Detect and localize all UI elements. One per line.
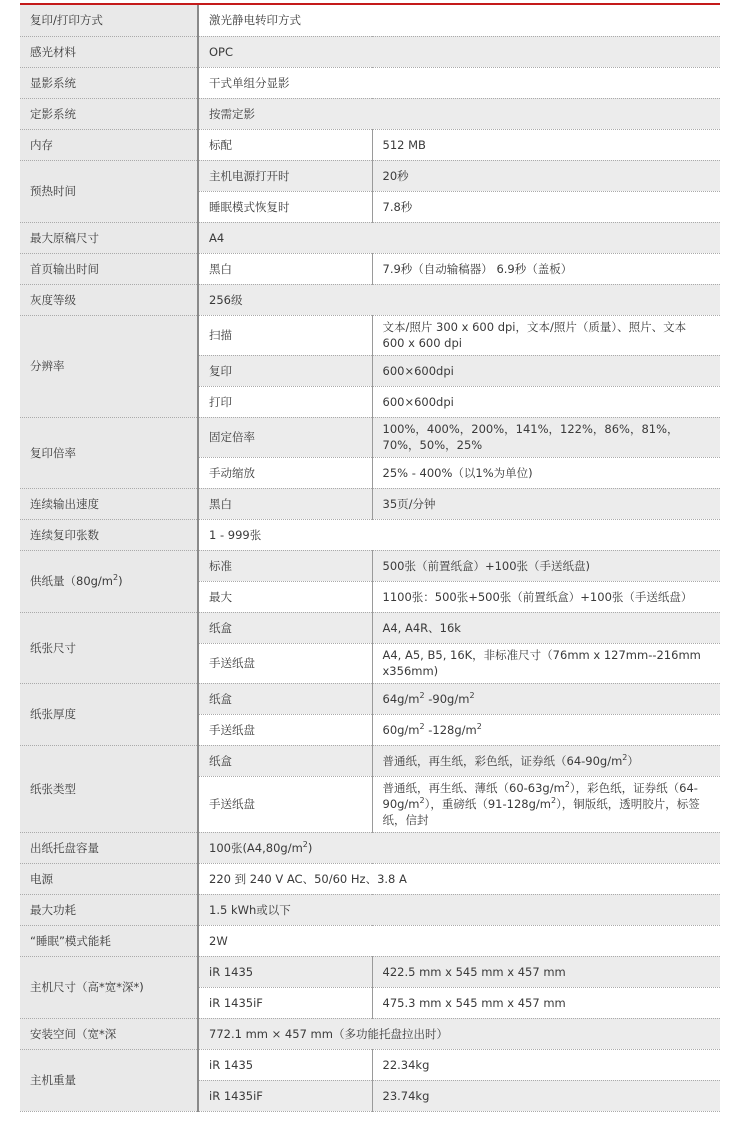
row-label: 最大原稿尺寸 [20, 222, 198, 253]
table-row [20, 5, 720, 36]
table-row [20, 894, 720, 925]
row-value: 220 到 240 V AC、50/60 Hz、3.8 A [198, 863, 720, 894]
row-sub-label: 主机电源打开时 [198, 160, 372, 191]
value-sup: 2 [476, 721, 482, 731]
value-sup: 2 [419, 796, 425, 806]
table-row [20, 832, 720, 863]
row-value: 475.3 mm x 545 mm x 457 mm [372, 987, 720, 1018]
row-sub-label: 扫描 [198, 315, 372, 355]
label-end: ) [118, 574, 123, 588]
value-sup: 2 [302, 839, 308, 849]
table-row [20, 160, 720, 191]
row-value: 1.5 kWh或以下 [198, 894, 720, 925]
value-sup: 2 [419, 690, 425, 700]
value-text: ） [627, 753, 639, 768]
row-label: 复印/打印方式 [20, 5, 198, 36]
row-sub-label: 复印 [198, 355, 372, 386]
value-text: ) [307, 840, 313, 855]
row-value: 772.1 mm × 457 mm（多功能托盘拉出时） [198, 1018, 720, 1049]
table-row [20, 519, 720, 550]
table-row [20, 683, 720, 714]
row-label: 电源 [20, 863, 198, 894]
table-row [20, 956, 720, 987]
row-value: 1100张：500张+500张（前置纸盒）+100张（手送纸盘） [372, 581, 720, 612]
row-value: 1 - 999张 [198, 519, 720, 550]
row-sub-label: iR 1435 [198, 1049, 372, 1080]
row-value: 512 MB [372, 129, 720, 160]
table-row [20, 925, 720, 956]
row-label: 显影系统 [20, 67, 198, 98]
table-row [20, 863, 720, 894]
value-text: 60g/m [382, 722, 420, 737]
row-value: 22.34kg [372, 1049, 720, 1080]
table-row [20, 36, 720, 67]
row-value: 激光静电转印方式 [198, 5, 720, 36]
row-value [198, 832, 720, 863]
row-sub-label: 标配 [198, 129, 372, 160]
spec-table [20, 5, 720, 1112]
row-sub-label: 手动缩放 [198, 457, 372, 488]
table-row [20, 612, 720, 643]
table-row [20, 1018, 720, 1049]
row-value: A4 [198, 222, 720, 253]
row-label: 连续复印张数 [20, 519, 198, 550]
row-value: 256级 [198, 284, 720, 315]
label-sup: 2 [113, 573, 119, 583]
row-value: 7.9秒（自动输稿器） 6.9秒（盖板） [372, 253, 720, 284]
row-sub-label: 最大 [198, 581, 372, 612]
row-label: 最大功耗 [20, 894, 198, 925]
row-sub-label: 手送纸盘 [198, 776, 372, 832]
table-row [20, 98, 720, 129]
row-label: 纸张尺寸 [20, 612, 198, 683]
table-row [20, 222, 720, 253]
row-label: 定影系统 [20, 98, 198, 129]
value-text: ），彩色纸，证券纸（64-90g/m [382, 781, 698, 811]
row-value: A4, A4R、16k [372, 612, 720, 643]
value-text: -128g/m [424, 722, 477, 737]
table-row [20, 253, 720, 284]
row-label: 复印倍率 [20, 417, 198, 488]
row-label: 主机重量 [20, 1049, 198, 1111]
row-label: 纸张厚度 [20, 683, 198, 745]
value-sup: 2 [622, 752, 628, 762]
row-label: 内存 [20, 129, 198, 160]
label-text: 供纸量（80g/m [30, 574, 114, 588]
row-value: 20秒 [372, 160, 720, 191]
row-label: 首页输出时间 [20, 253, 198, 284]
row-sub-label: iR 1435iF [198, 987, 372, 1018]
row-sub-label: iR 1435 [198, 956, 372, 987]
value-text: 普通纸，再生纸、薄纸（60-63g/m [382, 781, 565, 795]
row-label: 分辨率 [20, 315, 198, 417]
row-label: 预热时间 [20, 160, 198, 222]
row-sub-label: 纸盒 [198, 745, 372, 776]
row-value: 23.74kg [372, 1080, 720, 1111]
row-value: 600×600dpi [372, 355, 720, 386]
value-sup: 2 [419, 721, 425, 731]
value-text: ），铜版纸，透明胶片，标签纸，信封 [382, 797, 700, 827]
row-label: 灰度等级 [20, 284, 198, 315]
table-row [20, 129, 720, 160]
row-sub-label: 手送纸盘 [198, 714, 372, 745]
row-value: 文本/照片 300 x 600 dpi，文本/照片（质量）、照片、文本 600 x 600 dpi [372, 315, 720, 355]
row-value: 422.5 mm x 545 mm x 457 mm [372, 956, 720, 987]
row-value: 600×600dpi [372, 386, 720, 417]
table-row [20, 284, 720, 315]
row-value: OPC [198, 36, 720, 67]
row-value: 25% - 400%（以1%为单位) [372, 457, 720, 488]
value-text: 64g/m [382, 691, 420, 706]
row-label: 安装空间（宽*深 [20, 1018, 198, 1049]
row-value: 干式单组分显影 [198, 67, 720, 98]
row-value: 100%，400%，200%，141%，122%，86%，81%，70%，50%，25% [372, 417, 720, 457]
value-text: 100张(A4,80g/m [209, 840, 303, 855]
row-label: 出纸托盘容量 [20, 832, 198, 863]
row-value [372, 776, 720, 832]
table-row [20, 67, 720, 98]
table-row [20, 315, 720, 355]
row-sub-label: 标准 [198, 550, 372, 581]
table-row [20, 745, 720, 776]
row-value [372, 714, 720, 745]
row-value [372, 683, 720, 714]
table-row [20, 1049, 720, 1080]
value-sup: 2 [550, 796, 557, 806]
row-label: 纸张类型 [20, 745, 198, 832]
value-text: ），重磅纸（91-128g/m [424, 797, 551, 811]
row-sub-label: 固定倍率 [198, 417, 372, 457]
value-sup: 2 [564, 780, 570, 790]
table-row [20, 488, 720, 519]
row-sub-label: 打印 [198, 386, 372, 417]
row-sub-label: 纸盒 [198, 612, 372, 643]
row-label: “睡眠”模式能耗 [20, 925, 198, 956]
row-sub-label: 睡眠模式恢复时 [198, 191, 372, 222]
row-value [372, 745, 720, 776]
row-sub-label: 黑白 [198, 488, 372, 519]
table-row [20, 550, 720, 581]
table-row [20, 417, 720, 457]
row-sub-label: 手送纸盘 [198, 643, 372, 683]
row-value: A4, A5, B5, 16K，非标准尺寸（76mm x 127mm--216mm x356mm) [372, 643, 720, 683]
row-value: 35页/分钟 [372, 488, 720, 519]
value-text: 普通纸，再生纸，彩色纸，证券纸（64-90g/m [382, 753, 623, 768]
row-label: 感光材料 [20, 36, 198, 67]
row-value: 500张（前置纸盒）+100张（手送纸盘) [372, 550, 720, 581]
row-value: 7.8秒 [372, 191, 720, 222]
row-value: 按需定影 [198, 98, 720, 129]
value-sup: 2 [469, 690, 475, 700]
row-label: 主机尺寸（高*宽*深*) [20, 956, 198, 1018]
row-sub-label: iR 1435iF [198, 1080, 372, 1111]
row-value: 2W [198, 925, 720, 956]
row-label: 连续输出速度 [20, 488, 198, 519]
row-sub-label: 黑白 [198, 253, 372, 284]
row-label [20, 550, 198, 612]
value-text: -90g/m [424, 691, 470, 706]
row-sub-label: 纸盒 [198, 683, 372, 714]
